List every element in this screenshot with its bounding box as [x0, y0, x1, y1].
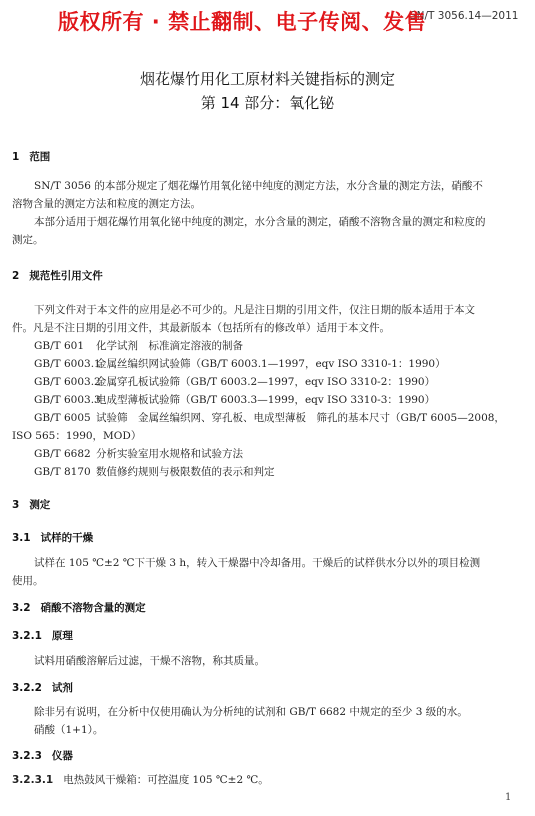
- reference-title: 金属丝编织网试验筛（GB/T 6003.1—1997，eqv ISO 3310-1：1990）: [96, 358, 446, 370]
- paragraph-line: 溶物含量的测定方法和粒度的测定方法。: [12, 198, 201, 210]
- paragraph-line: SN/T 3056 的本部分规定了烟花爆竹用氧化铋中纯度的测定方法，水分含量的测定方法，硝酸不: [34, 180, 483, 192]
- reference-title: 试验筛 金属丝编织网、穿孔板、电成型薄板 筛孔的基本尺寸（GB/T 6005—2008，: [96, 412, 505, 424]
- section-title: 仪器: [51, 750, 73, 762]
- page-number: 1: [505, 792, 512, 803]
- section-3-1-heading: [12, 530, 93, 545]
- reference-continuation: ISO 565：1990，MOD）: [12, 430, 142, 442]
- section-3-2-2-heading: [12, 680, 73, 695]
- clause-number: 3.2.3.1: [12, 774, 54, 786]
- reference-code: GB/T 6003.3: [34, 394, 101, 406]
- reference-item: [34, 373, 435, 391]
- section-number: 2: [12, 270, 20, 282]
- reference-code: GB/T 6005: [34, 412, 91, 424]
- section-title: 范围: [29, 151, 51, 163]
- reference-item: [34, 337, 243, 355]
- copyright-watermark: 版权所有 · 禁止翻制、电子传阅、发售: [58, 10, 427, 34]
- reference-item: [34, 445, 243, 463]
- reference-code: GB/T 6003.2: [34, 376, 101, 388]
- reference-code: GB/T 8170: [34, 466, 91, 478]
- reference-item: [34, 355, 446, 373]
- reference-title: 化学试剂 标准滴定溶液的制备: [96, 340, 243, 352]
- section-number: 1: [12, 151, 20, 163]
- reference-item: [34, 409, 505, 427]
- reference-title: 分析实验室用水规格和试验方法: [96, 448, 243, 460]
- paragraph-line: 使用。: [12, 575, 44, 587]
- document-title: 烟花爆竹用化工原材料关键指标的测定: [139, 70, 395, 88]
- reference-title: 数值修约规则与极限数值的表示和判定: [96, 466, 275, 478]
- paragraph-line: 试样在 105 ℃±2 ℃下干燥 3 h，转入干燥器中冷却备用。干燥后的试样供水分以外的项目检测: [34, 557, 481, 569]
- section-title: 规范性引用文件: [29, 270, 103, 282]
- paragraph-line: 件。凡是不注日期的引用文件，其最新版本（包括所有的修改单）适用于本文件。: [12, 322, 390, 334]
- standard-number: SN/T 3056.14—2011: [410, 10, 519, 22]
- section-1-heading: [12, 149, 50, 164]
- clause-text: 电热鼓风干燥箱：可控温度 105 ℃±2 ℃。: [63, 774, 269, 786]
- section-3-2-heading: [12, 600, 146, 615]
- document-subtitle: 第 14 部分：氧化铋: [200, 94, 335, 112]
- paragraph-line: 除非另有说明，在分析中仅使用确认为分析纯的试剂和 GB/T 6682 中规定的至少 3 级的水。: [34, 706, 468, 718]
- paragraph-line: 硝酸（1+1）。: [34, 724, 104, 736]
- reference-title: 电成型薄板试验筛（GB/T 6003.3—1999，eqv ISO 3310-3：1990）: [96, 394, 436, 406]
- paragraph-line: 测定。: [12, 234, 44, 246]
- reference-item: [34, 391, 435, 409]
- paragraph-line: 下列文件对于本文件的应用是必不可少的。凡是注日期的引用文件，仅注日期的版本适用于本文: [34, 304, 475, 316]
- section-title: 硝酸不溶物含量的测定: [40, 602, 146, 614]
- section-2-heading: [12, 268, 103, 283]
- reference-code: GB/T 6003.1: [34, 358, 101, 370]
- reference-code: GB/T 6682: [34, 448, 91, 460]
- section-number: 3.1: [12, 532, 31, 544]
- paragraph-line: 试料用硝酸溶解后过滤，干燥不溶物，称其质量。: [34, 655, 265, 667]
- section-title: 试剂: [51, 682, 73, 694]
- section-number: 3: [12, 499, 20, 511]
- clause-3-2-3-1: [12, 771, 524, 789]
- section-3-heading: [12, 497, 50, 512]
- section-title: 试样的干燥: [40, 532, 94, 544]
- section-title: 原理: [51, 630, 73, 642]
- section-number: 3.2.3: [12, 750, 42, 762]
- section-3-2-1-heading: [12, 628, 73, 643]
- section-number: 3.2.1: [12, 630, 42, 642]
- section-number: 3.2.2: [12, 682, 42, 694]
- reference-item: [34, 463, 275, 481]
- section-title: 测定: [29, 499, 51, 511]
- reference-title: 金属穿孔板试验筛（GB/T 6003.2—1997，eqv ISO 3310-2：1990）: [96, 376, 436, 388]
- section-3-2-3-heading: [12, 748, 73, 763]
- section-number: 3.2: [12, 602, 31, 614]
- paragraph-line: 本部分适用于烟花爆竹用氧化铋中纯度的测定，水分含量的测定，硝酸不溶物含量的测定和粒度的: [34, 216, 486, 228]
- reference-code: GB/T 601: [34, 340, 85, 352]
